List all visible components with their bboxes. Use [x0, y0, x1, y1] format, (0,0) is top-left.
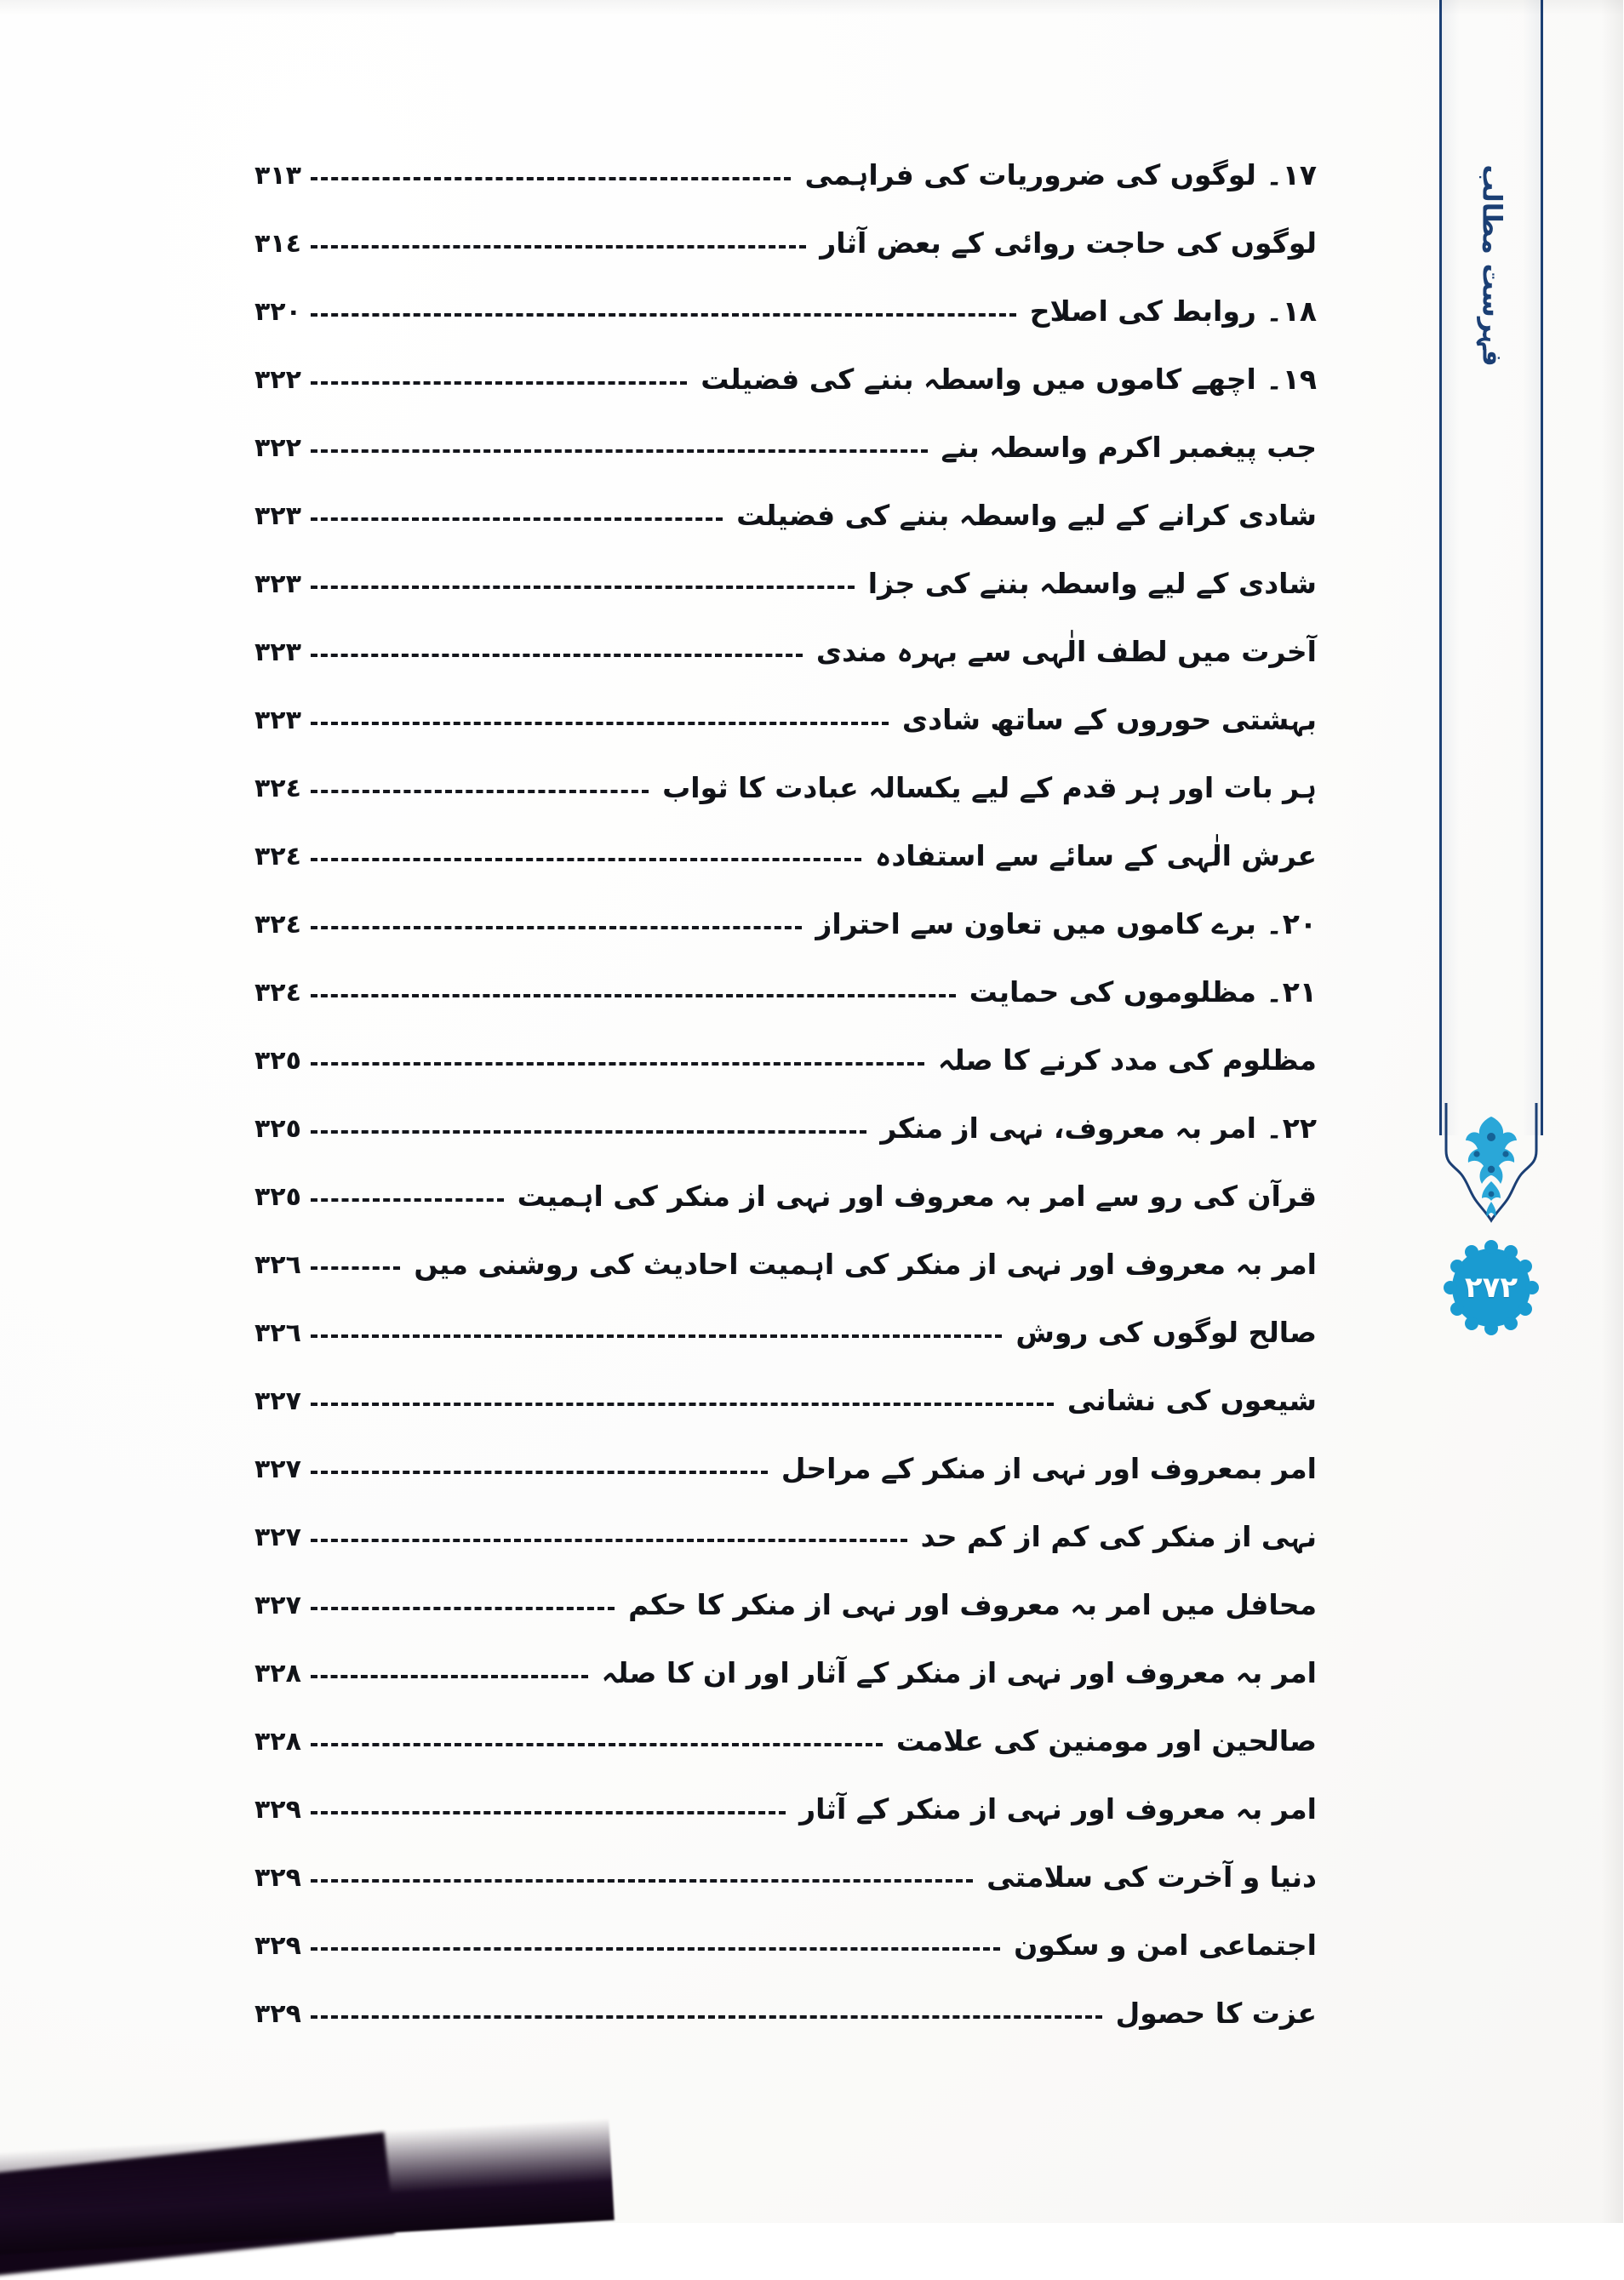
scan-edge-shadow-top [0, 0, 1624, 15]
toc-leader-dots [312, 371, 688, 390]
toc-entry-title: شادی کے لیے واسطہ بننے کی جزا [868, 567, 1318, 600]
toc-entry[interactable] [255, 1624, 1318, 1692]
toc-entry-page-number: ٣٢٥ [255, 1182, 302, 1212]
toc-entry-title: نہی از منکر کی کم از کم حد [921, 1520, 1318, 1553]
toc-entry-page-number: ٣٢٤ [255, 842, 302, 871]
toc-entry[interactable] [255, 398, 1318, 466]
toc-entry-page-number: ٣٢٩ [255, 1931, 302, 1961]
toc-entry-page-number: ٣٢٨ [255, 1659, 302, 1689]
toc-entry[interactable] [255, 943, 1318, 1011]
decorative-side-band [1440, 0, 1544, 1135]
toc-entry-page-number: ٣٢٩ [255, 1795, 302, 1825]
toc-entry[interactable] [255, 1896, 1318, 1964]
toc-entry-title: آخرت میں لطف الٰہی سے بہرہ مندی [816, 635, 1318, 668]
toc-entry-page-number: ٣٢٣ [255, 706, 302, 735]
table-of-contents [255, 126, 1318, 2032]
toc-entry[interactable] [255, 1215, 1318, 1283]
toc-entry-title: عرش الٰہی کے سائے سے استفادہ [875, 839, 1318, 872]
toc-entry-page-number: ٣٢٣ [255, 501, 302, 531]
toc-entry-page-number: ٣٢٦ [255, 1250, 302, 1280]
toc-leader-dots [312, 1801, 786, 1820]
toc-entry[interactable] [255, 1079, 1318, 1147]
toc-entry[interactable] [255, 194, 1318, 262]
toc-entry[interactable] [255, 330, 1318, 398]
toc-entry-page-number: ٣٢٢ [255, 433, 302, 463]
page-number-label: ٢٧٢ [1465, 1271, 1519, 1305]
toc-entry-title: ١٨۔ روابط کی اصلاح [1030, 294, 1318, 328]
toc-leader-dots [312, 303, 1017, 322]
toc-entry-title: ٢٢۔ امر بہ معروف، نہی از منکر [881, 1111, 1318, 1145]
toc-leader-dots [312, 1324, 1003, 1343]
toc-entry-title: صالحین اور مومنین کی علامت [896, 1724, 1318, 1757]
toc-leader-dots [312, 1529, 908, 1547]
toc-entry[interactable] [255, 1011, 1318, 1079]
toc-leader-dots [312, 167, 792, 186]
toc-entry-page-number: ٣٢٩ [255, 1999, 302, 2029]
toc-entry-title: شیعوں کی نشانی [1067, 1384, 1318, 1417]
toc-leader-dots [312, 984, 957, 1003]
toc-entry[interactable] [255, 1351, 1318, 1420]
toc-entry-page-number: ٣٢٧ [255, 1386, 302, 1416]
toc-leader-dots [312, 916, 803, 934]
toc-entry-page-number: ٣٢٧ [255, 1591, 302, 1620]
toc-entry[interactable] [255, 739, 1318, 807]
toc-entry[interactable] [255, 534, 1318, 603]
toc-entry-page-number: ٣١٤ [255, 229, 302, 259]
toc-entry-title: ہر بات اور ہر قدم کے لیے یکسالہ عبادت کا ثواب [663, 771, 1318, 804]
toc-entry[interactable] [255, 1828, 1318, 1896]
toc-entry-page-number: ٣٢٣ [255, 637, 302, 667]
toc-entry-page-number: ٣٢٤ [255, 774, 302, 803]
toc-leader-dots [312, 1392, 1055, 1411]
toc-leader-dots [312, 1597, 615, 1615]
toc-leader-dots [312, 643, 803, 662]
toc-leader-dots [312, 1188, 505, 1207]
toc-entry-title: دنیا و آخرت کی سلامتی [987, 1860, 1318, 1894]
toc-entry-page-number: ٣٢٩ [255, 1863, 302, 1893]
toc-entry-title: بہشتی حوروں کے ساتھ شادی [902, 703, 1318, 736]
toc-entry-title: محافل میں امر بہ معروف اور نہی از منکر کا حکم [629, 1588, 1318, 1621]
toc-leader-dots [312, 848, 862, 866]
toc-leader-dots [312, 1052, 925, 1071]
toc-entry[interactable] [255, 1420, 1318, 1488]
toc-entry-page-number: ٣١٣ [255, 161, 302, 191]
toc-entry-page-number: ٣٢٥ [255, 1046, 302, 1076]
toc-entry-page-number: ٣٢٨ [255, 1727, 302, 1757]
toc-entry-title: لوگوں کی حاجت روائی کے بعض آثار [821, 226, 1318, 260]
toc-entry-title: ٢٠۔ برے کاموں میں تعاون سے احتراز [816, 907, 1318, 940]
toc-leader-dots [312, 780, 649, 798]
scan-edge-shadow-right [1602, 0, 1624, 2223]
toc-entry-title: قرآن کی رو سے امر بہ معروف اور نہی از منکر کی اہمیت [518, 1180, 1318, 1213]
toc-leader-dots [312, 1937, 1001, 1956]
toc-entry[interactable] [255, 1147, 1318, 1215]
toc-entry[interactable] [255, 262, 1318, 330]
arabesque-ornament-icon [1440, 1103, 1544, 1239]
toc-entry-title: مظلوم کی مدد کرنے کا صلہ [938, 1043, 1318, 1077]
toc-entry-page-number: ٣٢٧ [255, 1454, 302, 1484]
toc-entry[interactable] [255, 1556, 1318, 1624]
toc-entry-title: امر بہ معروف اور نہی از منکر کے آثار [800, 1792, 1318, 1826]
toc-leader-dots [312, 1120, 867, 1139]
toc-entry[interactable] [255, 807, 1318, 875]
toc-leader-dots [312, 235, 807, 254]
toc-leader-dots [312, 1460, 769, 1479]
toc-leader-dots [312, 1869, 974, 1888]
toc-leader-dots [312, 2005, 1103, 2024]
toc-entry-title: ١٧۔ لوگوں کی ضروریات کی فراہمی [805, 158, 1318, 191]
toc-entry[interactable] [255, 603, 1318, 671]
toc-entry-title: عزت کا حصول [1116, 1997, 1318, 2030]
toc-entry[interactable] [255, 1488, 1318, 1556]
toc-entry-page-number: ٣٢٧ [255, 1523, 302, 1552]
toc-entry-title: جب پیغمبر اکرم واسطہ بنے [941, 431, 1318, 464]
toc-entry-title: ١٩۔ اچھے کاموں میں واسطہ بننے کی فضیلت [701, 363, 1318, 396]
toc-entry-title: امر بمعروف اور نہی از منکر کے مراحل [781, 1452, 1318, 1485]
toc-entry-title: شادی کرانے کے لیے واسطہ بننے کی فضیلت [737, 499, 1318, 532]
toc-entry-title: ٢١۔ مظلوموں کی حمایت [969, 975, 1318, 1009]
toc-leader-dots [312, 1733, 883, 1751]
toc-leader-dots [312, 507, 723, 526]
toc-entry[interactable] [255, 126, 1318, 194]
toc-entry[interactable] [255, 671, 1318, 739]
side-band-label: فہرست مطالب [1477, 164, 1507, 367]
toc-leader-dots [312, 711, 889, 730]
toc-leader-dots [312, 575, 855, 594]
toc-entry-title: اجتماعی امن و سکون [1015, 1929, 1318, 1962]
toc-entry-page-number: ٣٢٠ [255, 297, 302, 327]
toc-entry-page-number: ٣٢٥ [255, 1114, 302, 1144]
toc-leader-dots [312, 1665, 589, 1683]
toc-entry-page-number: ٣٢٤ [255, 978, 302, 1008]
page-number-medallion [1440, 1236, 1544, 1340]
toc-entry-page-number: ٣٢٦ [255, 1318, 302, 1348]
toc-leader-dots [312, 1256, 401, 1275]
toc-entry-page-number: ٣٢٤ [255, 910, 302, 940]
toc-leader-dots [312, 439, 929, 458]
toc-entry[interactable] [255, 1964, 1318, 2032]
toc-entry-page-number: ٣٢٢ [255, 365, 302, 395]
toc-entry-title: امر بہ معروف اور نہی از منکر کے آثار اور ان کا صلہ [602, 1656, 1318, 1689]
toc-entry-title: صالح لوگوں کی روش [1016, 1316, 1318, 1349]
toc-entry[interactable] [255, 1692, 1318, 1760]
toc-entry-page-number: ٣٢٣ [255, 569, 302, 599]
toc-entry[interactable] [255, 1283, 1318, 1351]
toc-entry[interactable] [255, 875, 1318, 943]
toc-entry[interactable] [255, 466, 1318, 534]
toc-entry-title: امر بہ معروف اور نہی از منکر کی اہمیت احادیث کی روشنی میں [415, 1248, 1318, 1281]
toc-entry[interactable] [255, 1760, 1318, 1828]
